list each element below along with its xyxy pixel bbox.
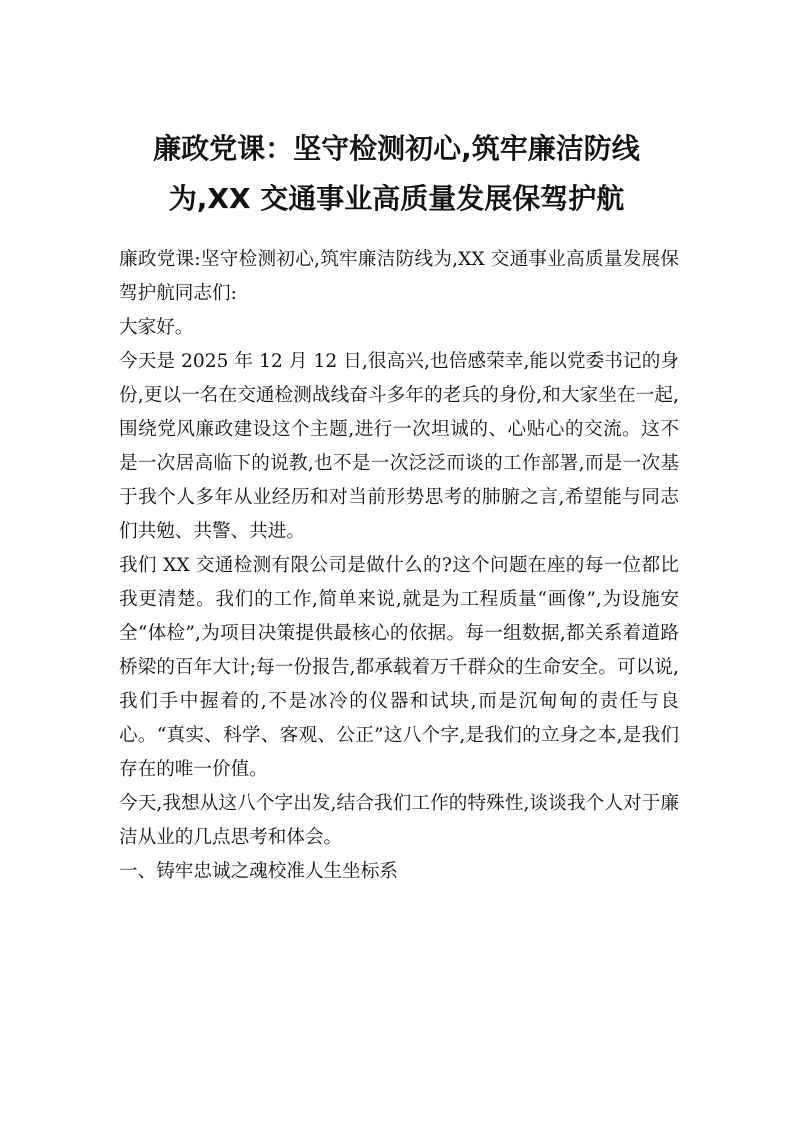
section-heading-1: 一、铸牢忠诚之魂校准人生坐标系: [119, 861, 398, 882]
document-title-line-2: 为,XX 交通事业高质量发展保驾护航: [168, 182, 625, 215]
paragraph-introduction: 今天是 2025 年 12 月 12 日,很高兴,也倍感荣幸,能以党委书记的身份,更以一名在交通检测战线奋斗多年的老兵的身份,和大家坐在一起,围绕党风廉政建设这个主题,进行一次坦诚的、心贴心的交流。这不是一次居高临下的说教,也不是一次泛泛而谈的工作部署,而是一次基于我个人多年从业经历和对当前形势思考的肺腑之言,希望能与同志们共勉、共警、共进。: [119, 351, 679, 542]
document-body: [119, 243, 679, 889]
paragraph-opening: 廉政党课:坚守检测初心,筑牢廉洁防线为,XX 交通事业高质量发展保驾护航同志们:: [119, 249, 679, 304]
paragraph-company-role: 我们 XX 交通检测有限公司是做什么的?这个问题在座的每一位都比我更清楚。我们的工作,简单来说,就是为工程质量“画像”,为设施安全“体检”,为项目决策提供最核心的依据。每一组数据,都关系着道路桥梁的百年大计;每一份报告,都承载着万千群众的生命安全。可以说,我们手中握着的,不是冰冷的仪器和试块,而是沉甸甸的责任与良心。“真实、科学、客观、公正”这八个字,是我们的立身之本,是我们存在的唯一价值。: [119, 555, 679, 780]
paragraph-topic: 今天,我想从这八个字出发,结合我们工作的特殊性,谈谈我个人对于廉洁从业的几点思考和体会。: [119, 793, 679, 848]
paragraph-greeting: 大家好。: [119, 317, 194, 338]
document-title-line-1: 廉政党课：坚守检测初心,筑牢廉洁防线: [153, 132, 640, 165]
